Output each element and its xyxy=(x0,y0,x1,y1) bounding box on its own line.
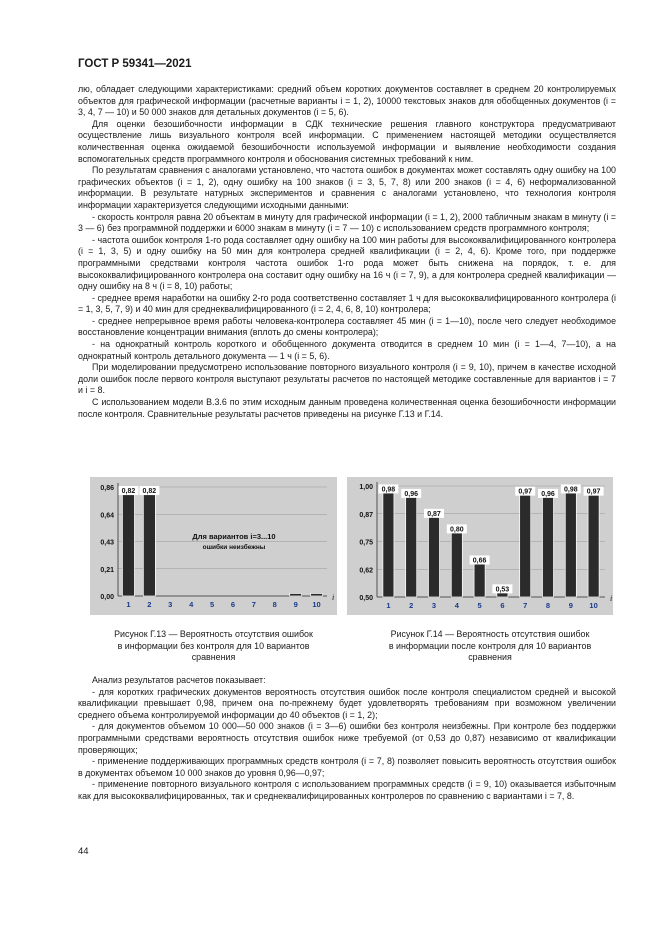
paragraph: Анализ результатов расчетов показывает: xyxy=(92,675,266,685)
data-label: 0,66 xyxy=(472,557,487,565)
x-tick-label: 1 xyxy=(386,601,391,610)
data-label: 0,82 xyxy=(121,488,136,496)
data-label: 0,97 xyxy=(518,488,533,496)
x-tick-label: 4 xyxy=(454,601,459,610)
body-text-top xyxy=(78,84,616,420)
x-tick-label: 6 xyxy=(230,600,236,609)
figure-g13-chart xyxy=(90,477,337,615)
data-label: 0,53 xyxy=(495,586,510,594)
x-tick-label: 2 xyxy=(409,601,414,610)
data-label: 0,98 xyxy=(563,486,578,494)
data-label: 0,98 xyxy=(381,486,396,494)
x-tick-label: 2 xyxy=(147,600,152,609)
x-tick-label: 1 xyxy=(126,600,131,609)
bar xyxy=(429,515,440,597)
caption-line: сравнения xyxy=(191,652,236,662)
bar-chart-no-control xyxy=(90,477,337,615)
paragraph: - среднее время наработки на ошибку 2-го рода соответственно составляет 1 ч для высококвалифицированного контролера (i = 1, 3, 5, 7, 9) и 40 мин для среднеквалифицированного (i = 2, 4, 6, 8, 10) контролера; xyxy=(78,292,616,315)
paragraph: лю, обладает следующими характеристиками: средний объем коротких документов составляет в среднем 20 контролируемых объектов для графической информации (расчетные варианты i = 1, 2), 10000 текстовых знаков для обобщенных документов (i = 3, 4, 7 — 10) и 50 000 знаков для детальных документов (i = 5, 6). xyxy=(78,84,616,118)
data-label: 0,96 xyxy=(541,490,555,498)
bar xyxy=(520,493,531,597)
x-tick-label: 7 xyxy=(251,600,256,609)
paragraph: - для коротких графических документов вероятность отсутствия ошибок после контроля специалистом средней и высокой квалификации превышает 0,98, причем она по-прежнему будет удовлетворять требованиям при возможном увеличении среднего объема контролируемой информации до 40 объектов (i = 1, 2); xyxy=(78,686,616,720)
x-tick-label: 4 xyxy=(189,600,194,609)
x-tick-label: 5 xyxy=(477,601,482,610)
x-tick-label: 7 xyxy=(523,601,528,610)
x-tick-label: 5 xyxy=(209,600,215,609)
paragraph: - на однократный контроль короткого и обобщенного документа отводится в среднем 10 мин (i = 1—4, 7—10), а на однократный контроль детального документа — 1 ч (i = 5, 6). xyxy=(78,339,616,361)
y-tick-label: 0,64 xyxy=(100,512,114,520)
y-tick-label: 0,62 xyxy=(359,567,373,575)
y-tick-label: 0,75 xyxy=(359,539,373,547)
bar xyxy=(143,492,155,596)
bar xyxy=(383,490,394,597)
x-tick-label: 10 xyxy=(312,600,321,609)
y-tick-label: 1,00 xyxy=(359,484,373,491)
x-tick-label: 8 xyxy=(272,600,277,609)
x-axis-label: i xyxy=(610,594,613,603)
y-tick-label: 0,21 xyxy=(100,566,114,574)
x-tick-label: 8 xyxy=(545,601,551,610)
x-tick-label: 6 xyxy=(500,601,505,610)
paragraph: По результатам сравнения с аналогами установлено, что частота ошибок в документах может составлять одну ошибку на 100 графических объектов (i = 1, 2), одну ошибку на 100 знаков (i = 3, 5, 7, 8) или 200 знаков (i = 4, 6) неформализованной информации. В результате натурных экспериментов и сравнения с аналогами установлено, что технология контроля информации характеризуется следующими исходными данными: xyxy=(78,165,616,210)
bar xyxy=(406,495,417,597)
paragraph: - среднее непрерывное время работы человека-контролера составляет 45 мин (i = 1—10), после чего следует необходимое восстановление концентрации внимания (вплоть до смены контролера); xyxy=(78,315,616,338)
data-label: 0,97 xyxy=(586,488,601,496)
bar xyxy=(543,495,554,597)
figure-g14-caption xyxy=(370,629,610,664)
paragraph: - применение поддерживающих программных средств контроля (i = 7, 8) позволяет повысить вероятность отсутствия ошибок в документах объемом 10 000 знаков до уровня 0,96—0,97; xyxy=(78,756,616,778)
x-axis-label: i xyxy=(332,593,335,602)
paragraph: - скорость контроля равна 20 объектам в минуту для графической информации (i = 1, 2), 2000 табличным знакам в минуту (i = 3 — 6) без программной поддержки и 6000 знакам в минуту (i = 7 — 10) с использованием средств программного контроля; xyxy=(78,211,616,234)
data-label: 0,96 xyxy=(404,490,419,498)
y-tick-label: 0,50 xyxy=(359,595,373,602)
figure-g13-caption xyxy=(90,629,337,664)
caption-line: в информации без контроля для 10 вариантов xyxy=(117,640,310,651)
bar xyxy=(290,593,302,596)
bar xyxy=(474,561,485,597)
paragraph: - применение повторного визуального контроля с использованием программных средств (i = 9, 10) оказывается избыточным как для высококвалифицированных, так и среднеквалифицированных контролеров по сравнению с вариантами i = 7, 8. xyxy=(78,779,616,801)
bar xyxy=(588,493,599,597)
document-header: ГОСТ Р 59341—2021 xyxy=(78,58,192,70)
paragraph: - частота ошибок контроля 1-го рода составляет одну ошибку на 100 мин работы для высококвалифицированного контролера (i = 1, 3, 5) и одну ошибку на 50 мин для контролера средней квалификации (i = 2, 4, 6). Кроме того, при поддержке программными средствами контроля частота ошибок 1-го рода может быть снижена на порядок, т. е. для высококвалифицированного контролера она составит одну ошибку на 16 ч (i = 7, 9), а для контролера средней квалификации — одну ошибку на 8 ч (i = 8, 10) работы; xyxy=(78,234,616,292)
paragraph: - для документов объемом 10 000—50 000 знаков (i = 3—6) ошибки без контроля неизбежны. При контроле без поддержки программными средствами вероятность отсутствия ошибок ниже требуемой (от 0,53 до 0,87) независимо от квалификации проверяющих; xyxy=(78,721,616,755)
y-tick-label: 0,00 xyxy=(100,594,114,601)
x-tick-label: 10 xyxy=(589,601,598,610)
caption-line: в информации после контроля для 10 вариантов xyxy=(388,640,592,651)
x-tick-label: 3 xyxy=(168,600,173,609)
y-tick-label: 0,87 xyxy=(359,511,373,519)
bar xyxy=(565,490,576,597)
caption-line: сравнения xyxy=(468,652,512,662)
data-label: 0,80 xyxy=(449,526,464,534)
figure-g14-chart xyxy=(347,477,613,615)
data-label: 0,87 xyxy=(427,510,441,518)
paragraph: С использованием модели В.3.6 по этим исходным данным проведена количественная оценка безошибочности информации после контроля. Сравнительные результаты расчетов приведены на рисунке Г.13 и Г.14. xyxy=(78,397,616,419)
bar xyxy=(451,530,462,597)
y-tick-label: 0,86 xyxy=(100,485,114,492)
paragraph: При моделировании предусмотрено использование повторного визуального контроля (i = 9, 10), причем в качестве исходной доли ошибок после первого контроля выступают результаты расчетов по настоящей методике составленные для вариантов i = 7 и i = 8. xyxy=(78,362,616,396)
annotation-line: Для вариантов i=3...10 xyxy=(192,532,276,541)
bar xyxy=(122,492,134,596)
paragraph: Для оценки безошибочности информации в СДК технические решения главного конструктора предусматривают осуществление лишь визуального контроля всей информации. С применением настоящей методики осуществляется количественная оценка ожидаемой безошибочности используемой информации и выявление необходимости создания вспомогательных средств программного контроля и обоснования системных требований к ним. xyxy=(78,118,616,164)
y-tick-label: 0,43 xyxy=(100,539,114,547)
annotation-line: ошибки неизбежны xyxy=(202,544,266,551)
page-number: 44 xyxy=(78,846,89,857)
x-tick-label: 3 xyxy=(431,601,437,610)
body-text-bottom xyxy=(78,675,616,803)
x-tick-label: 9 xyxy=(293,600,298,609)
data-label: 0,82 xyxy=(142,488,157,496)
bar-chart-after-control xyxy=(347,477,613,615)
x-tick-label: 9 xyxy=(568,601,573,610)
bar xyxy=(311,593,323,596)
caption-line: Рисунок Г.14 — Вероятность отсутствия ошибок xyxy=(390,629,590,639)
caption-line: Рисунок Г.13 — Вероятность отсутствия ошибок xyxy=(114,629,313,639)
